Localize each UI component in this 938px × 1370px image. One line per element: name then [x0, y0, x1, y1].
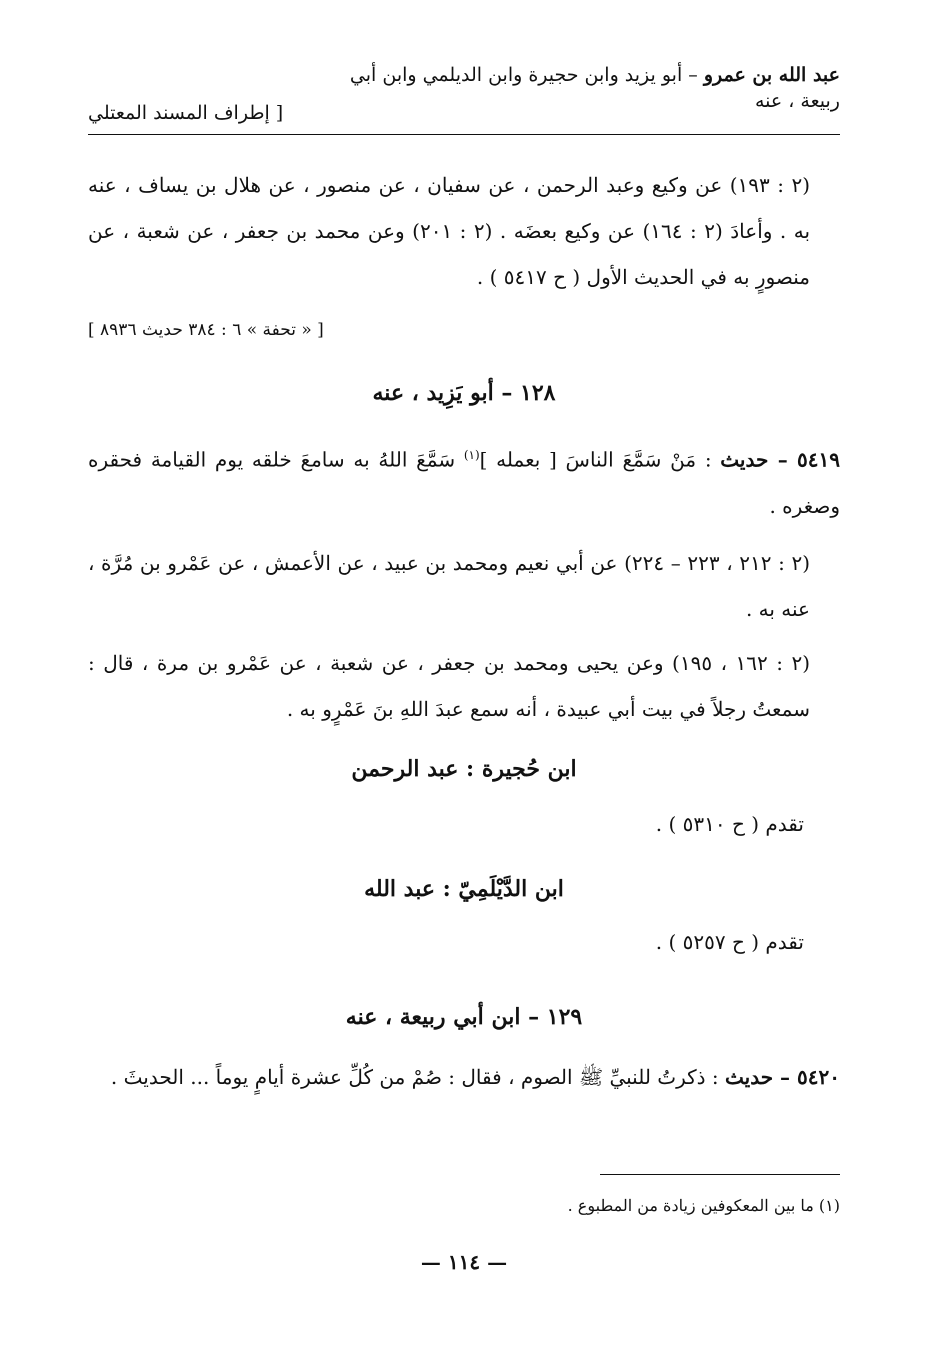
cross-reference: تقدم ( ح ٥٣١٠ ) .: [655, 812, 804, 836]
hadith-paragraph: [88, 1054, 840, 1100]
narrator-heading: ابن حُجيرة : عبد الرحمن: [351, 756, 577, 782]
hadith-chain-paragraph: (٢ : ٢١٢ ، ٢٢٣ – ٢٢٤) عن أبي نعيم ومحمد بن عبيد ، عن الأعمش ، عن عَمْرو بن مُرَّة ، عنه به .: [88, 551, 811, 621]
hadith-paragraph: [88, 432, 840, 529]
page-number: — ١١٤ —: [420, 1250, 508, 1274]
hadith-number: ٥٤١٩ – حديث: [720, 447, 840, 472]
hadith-text: : مَنْ سَمَّعَ الناسَ [ بعمله ]: [479, 447, 721, 472]
narrator-heading: ابن الدَّيْلَمِيّ : عبد الله: [364, 876, 564, 902]
tuhfa-reference: [ « تحفة » ٦ : ٣٨٤ حديث ٨٩٣٦ ]: [88, 320, 324, 340]
running-header: [88, 62, 840, 132]
hadith-text: : ذكرتُ للنبيِّ ﷺ الصوم ، فقال : صُمْ من كُلِّ عشرة أيامٍ يوماً ... الحديثَ .: [110, 1065, 726, 1089]
hadith-chain-paragraph: (٢ : ١٩٣) عن وكيع وعبد الرحمن ، عن سفيان ، عن منصور ، عن هلال بن يساف ، عنه به . وأعادَ (٢ : ١٦٤) عن وكيع بعضَه . (٢ : ٢٠١) وعن محمد بن جعفر ، عن شعبة ، عن منصورٍ به في الحديث الأول ( ح ٥٤١٧ ) .: [88, 173, 811, 289]
header-title-rest: – أبو يزيد وابن حجيرة وابن الديلمي وابن أبي ربيعة ، عنه: [349, 64, 840, 112]
header-book-reference: [ إطراف المسند المعتلي: [88, 102, 284, 124]
section-heading: ١٢٨ – أبو يَزِيد ، عنه: [372, 380, 556, 406]
header-title: [320, 62, 840, 114]
footnote-marker: (١): [463, 448, 480, 462]
cross-reference: تقدم ( ح ٥٢٥٧ ) .: [655, 930, 804, 954]
footnote-divider: [600, 1174, 840, 1175]
book-page: [88, 0, 840, 1370]
hadith-chain-paragraph: (٢ : ١٦٢ ، ١٩٥) وعن يحيى ومحمد بن جعفر ، عن شعبة ، عن عَمْرو بن مرة ، قال : سمعتُ رجلاً في بيت أبي عبيدة ، أنه سمع عبدَ اللهِ بنَ عَمْرٍو به .: [88, 651, 811, 721]
hadith-number: ٥٤٢٠ – حديث: [725, 1065, 840, 1089]
footnote: (١) ما بين المعكوفين زيادة من المطبوع .: [567, 1196, 840, 1215]
hadith-text-continued: سَمَّعَ اللهُ به سامعَ خلقه يوم القيامة فحقره وصغره .: [88, 447, 840, 518]
header-divider: [88, 134, 840, 135]
header-title-bold: عبد الله بن عمرو: [703, 64, 840, 86]
section-heading: ١٢٩ – ابن أبي ربيعة ، عنه: [345, 1004, 583, 1030]
